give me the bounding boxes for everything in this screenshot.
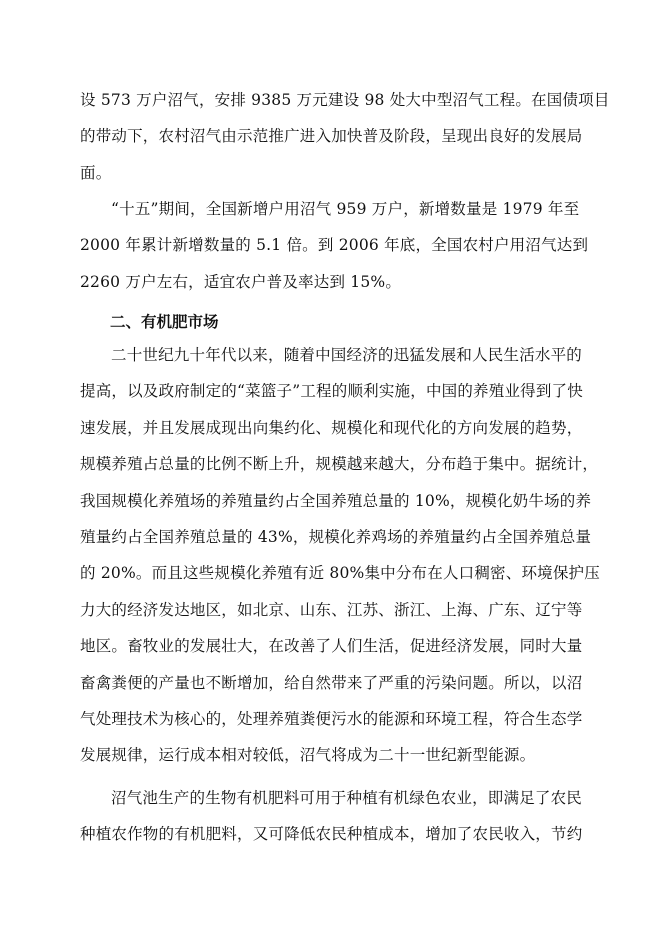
text-line: 种植农作物的有机肥料，又可降低农民种植成本，增加了农民收入，节约 bbox=[80, 825, 583, 844]
text-line: 的 20%。而且这些规模化养殖有近 80%集中分布在人口稠密、环境保护压 bbox=[80, 564, 600, 583]
text-line: 2000 年累计新增数量的 5.1 倍。到 2006 年底，全国农村户用沼气达到 bbox=[80, 236, 589, 255]
text-line: 畜禽粪便的产量也不断增加，给自然带来了严重的污染问题。所以，以沼 bbox=[80, 673, 583, 692]
paragraph-organic-fertilizer bbox=[80, 780, 586, 853]
text-line: 二十世纪九十年代以来，随着中国经济的迅猛发展和人民生活水平的 bbox=[111, 346, 583, 364]
text-line: 地区。畜牧业的发展壮大，在改善了人们生活，促进经济发展，同时大量 bbox=[80, 637, 583, 656]
text-line: 设 573 万户沼气，安排 9385 万元建设 98 处大中型沼气工程。在国债项目 bbox=[80, 91, 610, 109]
text-line: 殖量约占全国养殖总量的 43%，规模化养鸡场的养殖量约占全国养殖总量 bbox=[80, 528, 592, 547]
text-line: 的带动下，农村沼气由示范推广进入加快普及阶段，呈现出良好的发展局 bbox=[80, 127, 583, 146]
text-line: 发展规律，运行成本相对较低，沼气将成为二十一世纪新型能源。 bbox=[80, 746, 536, 765]
paragraph-livestock-industry bbox=[80, 337, 600, 774]
text-line: 气处理技术为核心的，处理养殖粪便污水的能源和环境工程，符合生态学 bbox=[80, 710, 583, 729]
text-line: 速发展，并且发展成现出向集约化、规模化和现代化的方向发展的趋势， bbox=[80, 418, 583, 437]
text-line: 规模养殖占总量的比例不断上升，规模越来越大，分布趋于集中。据统计， bbox=[80, 455, 599, 474]
paragraph-biogas-national-debt bbox=[80, 82, 610, 191]
text-line: 面。 bbox=[80, 163, 112, 182]
text-line: 2260 万户左右，适宜农户普及率达到 15%。 bbox=[80, 272, 402, 291]
text-line: 沼气池生产的生物有机肥料可用于种植有机绿色农业，即满足了农民 bbox=[111, 789, 583, 807]
text-line: “十五”期间，全国新增户用沼气 959 万户，新增数量是 1979 年至 bbox=[111, 200, 580, 218]
paragraph-tenth-five-year bbox=[80, 191, 589, 300]
text-line: 力大的经济发达地区，如北京、山东、江苏、浙江、上海、广东、辽宁等 bbox=[80, 600, 583, 619]
text-line: 我国规模化养殖场的养殖量约占全国养殖总量的 10%，规模化奶牛场的养 bbox=[80, 491, 592, 510]
text-line: 提高，以及政府制定的“菜篮子”工程的顺利实施，中国的养殖业得到了快 bbox=[80, 382, 583, 401]
section-heading: 二、有机肥市场 bbox=[110, 313, 219, 331]
